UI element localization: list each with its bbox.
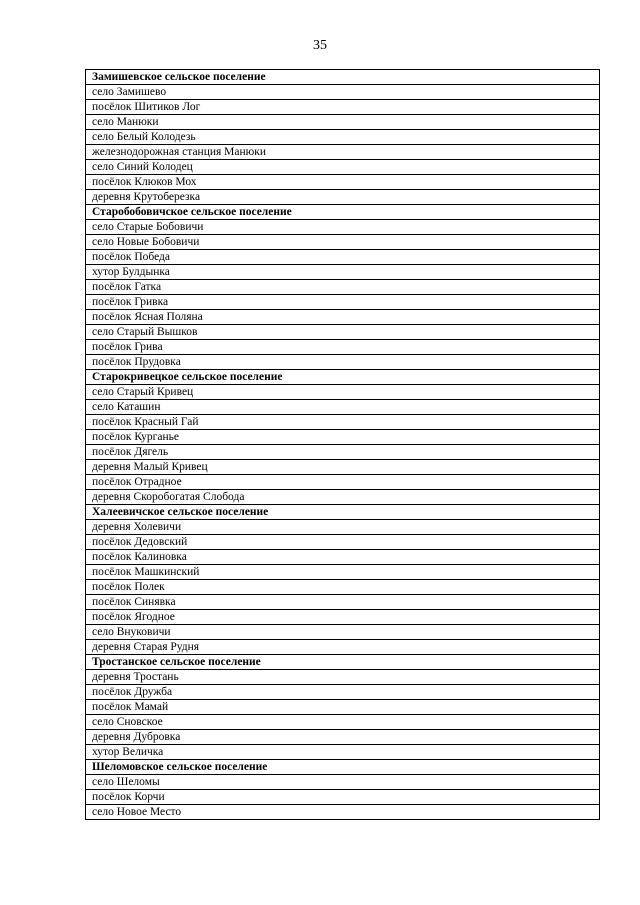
settlement-row xyxy=(86,235,600,250)
settlement-name: село Старые Бобовичи xyxy=(86,220,600,235)
settlement-row xyxy=(86,340,600,355)
settlement-row xyxy=(86,115,600,130)
settlement-row xyxy=(86,790,600,805)
settlement-row xyxy=(86,190,600,205)
settlement-name: село Белый Колодезь xyxy=(86,130,600,145)
settlement-row xyxy=(86,280,600,295)
settlement-row xyxy=(86,160,600,175)
group-name: Старокривецкое сельское поселение xyxy=(86,370,600,385)
group-header-row xyxy=(86,370,600,385)
settlement-name: посёлок Шитиков Лог xyxy=(86,100,600,115)
settlement-name: село Старый Вышков xyxy=(86,325,600,340)
settlement-name: посёлок Корчи xyxy=(86,790,600,805)
settlement-name: село Синий Колодец xyxy=(86,160,600,175)
settlement-row xyxy=(86,100,600,115)
settlement-row xyxy=(86,310,600,325)
settlement-name: железнодорожная станция Манюки xyxy=(86,145,600,160)
settlement-name: деревня Старая Рудня xyxy=(86,640,600,655)
settlement-row xyxy=(86,145,600,160)
settlement-name: хутор Величка xyxy=(86,745,600,760)
settlement-row xyxy=(86,475,600,490)
group-header-row xyxy=(86,505,600,520)
settlement-row xyxy=(86,640,600,655)
settlement-row xyxy=(86,265,600,280)
settlement-row xyxy=(86,85,600,100)
settlement-name: посёлок Красный Гай xyxy=(86,415,600,430)
settlement-row xyxy=(86,220,600,235)
settlement-name: посёлок Дедовский xyxy=(86,535,600,550)
group-name: Замишевское сельское поселение xyxy=(86,70,600,85)
settlement-row xyxy=(86,295,600,310)
settlement-row xyxy=(86,250,600,265)
settlement-row xyxy=(86,715,600,730)
settlement-name: село Манюки xyxy=(86,115,600,130)
settlement-row xyxy=(86,580,600,595)
group-name: Халеевичское сельское поселение xyxy=(86,505,600,520)
page-number: 35 xyxy=(313,38,327,53)
settlement-name: село Сновское xyxy=(86,715,600,730)
settlement-row xyxy=(86,610,600,625)
settlement-name: посёлок Гривка xyxy=(86,295,600,310)
settlement-name: посёлок Синявка xyxy=(86,595,600,610)
settlement-name: хутор Булдынка xyxy=(86,265,600,280)
settlement-name: село Каташин xyxy=(86,400,600,415)
settlements-table-body xyxy=(86,70,600,820)
settlement-row xyxy=(86,325,600,340)
settlement-name: деревня Малый Кривец xyxy=(86,460,600,475)
settlement-row xyxy=(86,745,600,760)
settlement-name: посёлок Отрадное xyxy=(86,475,600,490)
settlement-name: посёлок Прудовка xyxy=(86,355,600,370)
settlement-row xyxy=(86,400,600,415)
settlement-name: деревня Холевичи xyxy=(86,520,600,535)
settlement-row xyxy=(86,355,600,370)
group-name: Шеломовское сельское поселение xyxy=(86,760,600,775)
settlement-row xyxy=(86,130,600,145)
settlement-row xyxy=(86,550,600,565)
settlement-name: посёлок Мамай xyxy=(86,700,600,715)
settlement-row xyxy=(86,595,600,610)
settlement-name: село Новое Место xyxy=(86,805,600,820)
settlement-name: село Старый Кривец xyxy=(86,385,600,400)
settlement-row xyxy=(86,685,600,700)
settlement-row xyxy=(86,775,600,790)
settlement-row xyxy=(86,415,600,430)
settlement-row xyxy=(86,535,600,550)
settlement-row xyxy=(86,805,600,820)
settlement-row xyxy=(86,430,600,445)
settlement-name: посёлок Дягель xyxy=(86,445,600,460)
settlement-name: посёлок Клюков Мох xyxy=(86,175,600,190)
settlement-name: посёлок Курганье xyxy=(86,430,600,445)
settlement-name: посёлок Дружба xyxy=(86,685,600,700)
group-header-row xyxy=(86,655,600,670)
settlement-name: деревня Крутоберезка xyxy=(86,190,600,205)
settlement-row xyxy=(86,445,600,460)
settlement-row xyxy=(86,460,600,475)
settlement-row xyxy=(86,175,600,190)
settlement-row xyxy=(86,385,600,400)
settlement-name: село Замишево xyxy=(86,85,600,100)
settlement-row xyxy=(86,700,600,715)
settlement-row xyxy=(86,520,600,535)
group-name: Тростанское сельское поселение xyxy=(86,655,600,670)
settlement-name: посёлок Победа xyxy=(86,250,600,265)
group-header-row xyxy=(86,70,600,85)
settlement-name: деревня Дубровка xyxy=(86,730,600,745)
settlement-row xyxy=(86,490,600,505)
settlement-row xyxy=(86,670,600,685)
settlement-name: посёлок Грива xyxy=(86,340,600,355)
settlement-row xyxy=(86,625,600,640)
settlement-name: посёлок Машкинский xyxy=(86,565,600,580)
group-header-row xyxy=(86,760,600,775)
settlement-row xyxy=(86,730,600,745)
group-name: Старобобовичское сельское поселение xyxy=(86,205,600,220)
settlement-name: посёлок Ясная Поляна xyxy=(86,310,600,325)
settlement-name: деревня Тростань xyxy=(86,670,600,685)
settlement-name: село Новые Бобовичи xyxy=(86,235,600,250)
settlement-name: посёлок Гатка xyxy=(86,280,600,295)
settlements-table xyxy=(85,69,600,820)
settlement-name: село Внуковичи xyxy=(86,625,600,640)
group-header-row xyxy=(86,205,600,220)
settlement-row xyxy=(86,565,600,580)
settlement-name: посёлок Полек xyxy=(86,580,600,595)
settlement-name: посёлок Калиновка xyxy=(86,550,600,565)
settlement-name: деревня Скоробогатая Слобода xyxy=(86,490,600,505)
settlement-name: посёлок Ягодное xyxy=(86,610,600,625)
settlement-name: село Шеломы xyxy=(86,775,600,790)
